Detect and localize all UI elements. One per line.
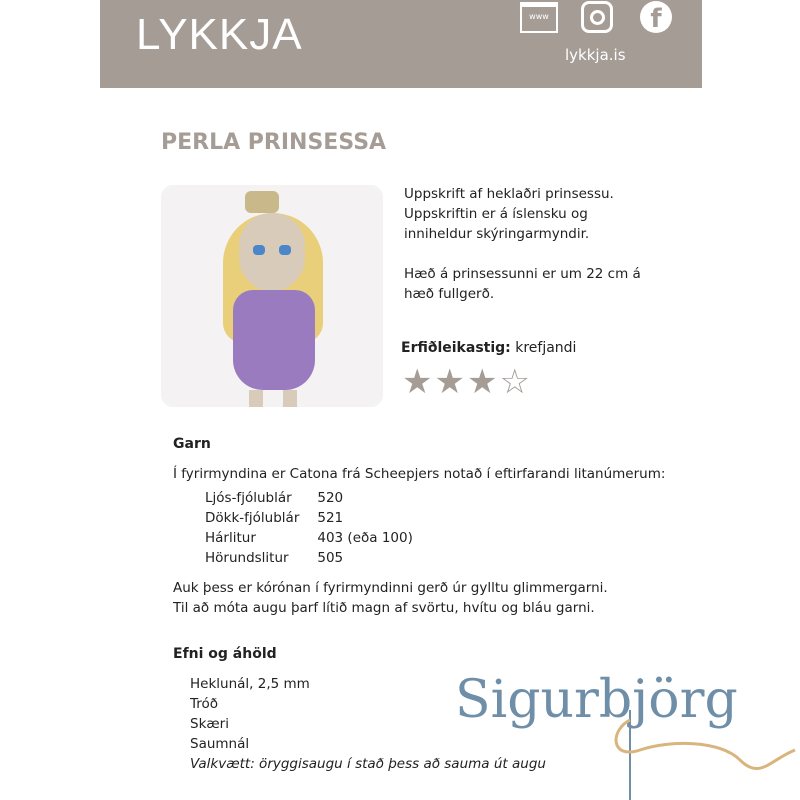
list-item: Tróð [190,696,219,712]
color-code: 520 [317,490,344,506]
website-link[interactable]: lykkja.is [565,46,626,64]
table-row [205,508,431,528]
table-row [205,528,431,548]
brand-logo: Sigurbjörg [455,670,738,730]
color-name: Dökk-fjólublár [205,510,300,526]
product-photo [161,185,383,407]
tools-heading: Efni og áhöld [173,646,277,662]
list-item: Heklunál, 2,5 mm [190,676,310,692]
difficulty [401,340,576,356]
color-name: Hárlitur [205,530,256,546]
header [100,0,702,88]
description-line: Uppskriftin er á íslensku og [404,206,588,222]
difficulty-label: Erfiðleikastig: [401,340,511,356]
list-item: Skæri [190,716,229,732]
table-row [205,488,431,508]
description-line: hæð fullgerð. [404,286,495,302]
color-code: 521 [317,510,344,526]
color-code: 505 [317,550,344,566]
description-line: Hæð á prinsessunni er um 22 cm á [404,266,641,282]
yarn-intro: Í fyrirmyndina er Catona frá Scheepjers notað í eftirfarandi litanúmerum: [173,466,666,482]
difficulty-rating-stars: ★★★☆ [402,362,532,402]
color-name: Ljós-fjólublár [205,490,292,506]
description-line: inniheldur skýringarmyndir. [404,226,590,242]
yarn-heading: Garn [173,436,211,452]
list-item-optional: Valkvætt: öryggisaugu í stað þess að sauma út augu [190,756,546,772]
yarn-color-table [205,488,431,568]
color-name: Hörundslitur [205,550,289,566]
description [404,184,684,304]
www-text: www [529,12,549,21]
logo: LYKKJA [136,10,303,59]
color-code: 403 (eða 100) [317,530,413,546]
list-item: Saumnál [190,736,250,752]
instagram-icon[interactable] [581,1,613,33]
needle-thread-icon [600,700,800,800]
table-row [205,548,431,568]
difficulty-value: krefjandi [515,340,577,356]
yarn-note: Auk þess er kórónan í fyrirmyndinni gerð úr gylltu glimmergarni. [173,580,608,596]
facebook-icon[interactable]: f [640,1,672,33]
page-title: PERLA PRINSESSA [161,130,387,155]
description-line: Uppskrift af heklaðri prinsessu. [404,186,614,202]
www-icon[interactable] [520,2,558,33]
yarn-note: Til að móta augu þarf lítið magn af svörtu, hvítu og bláu garni. [173,600,595,616]
